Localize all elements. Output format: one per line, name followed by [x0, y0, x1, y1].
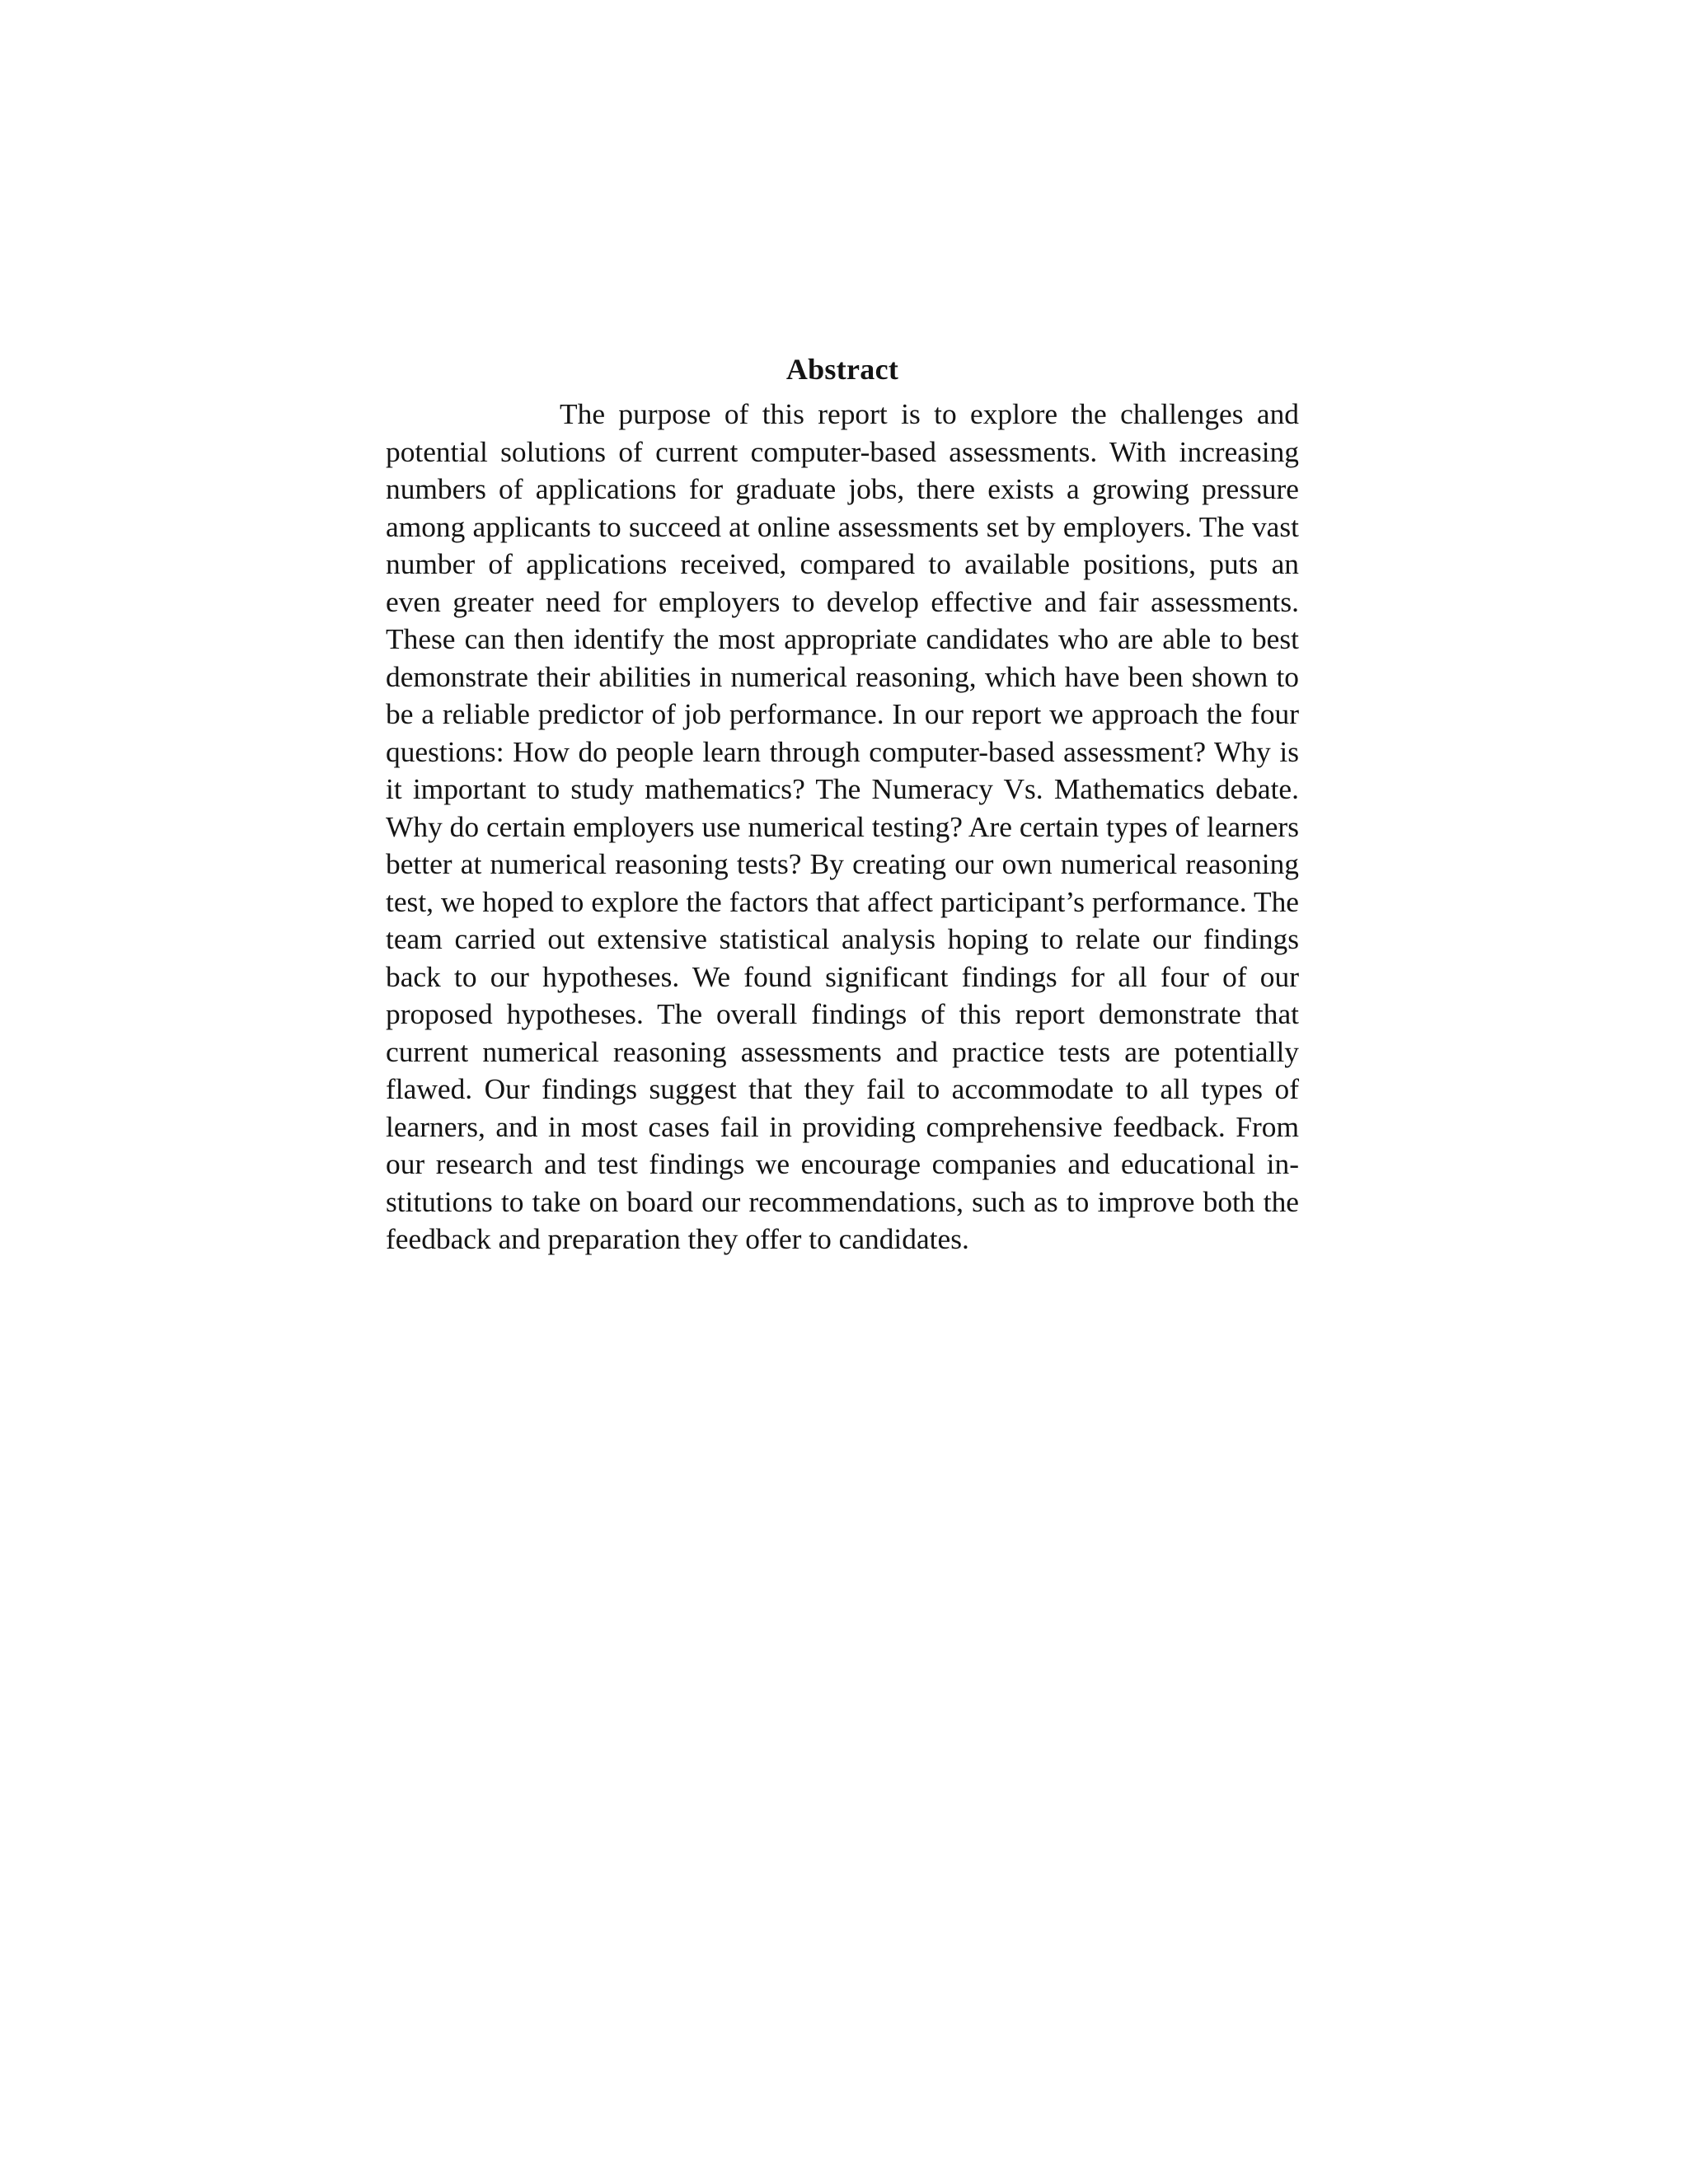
abstract-heading: Abstract [785, 353, 899, 386]
abstract-section [386, 344, 1299, 1258]
abstract-paragraph: The purpose of this report is to explore the challenges and potential solutions of current computer-based assessments. With increasing numbers of applications for graduate jobs, there exists a growing pressure among applicants to succeed at online assessments set by employers. The vast number of applications received, compared to available positions, puts an even greater need for employers to develop effective and fair assessments. These can then identify the most appropriate candidates who are able to best demonstrate their abilities in numerical reasoning, which have been shown to be a reliable predictor of job performance. In our report we approach the four questions: How do people learn through computer-based assessment? Why is it important to study mathematics? The Numeracy Vs. Mathematics debate. Why do certain employers use numerical testing? Are certain types of learners better at numerical reasoning tests? By creating our own numerical reasoning test, we hoped to explore the factors that affect participant’s performance. The team carried out extensive statistical analysis hoping to relate our findings back to our hypotheses. We found significant findings for all four of our proposed hypotheses. The overall findings of this report demonstrate that current numerical reasoning assessments and practice tests are potentially flawed. Our findings suggest that they fail to accommodate to all types of learners, and in most cases fail in providing comprehensive feedback. From our research and test findings we encourage companies and educational institutions to take on board our recommendations, such as to improve both the feedback and preparation they offer to candidates. [386, 397, 1299, 1255]
